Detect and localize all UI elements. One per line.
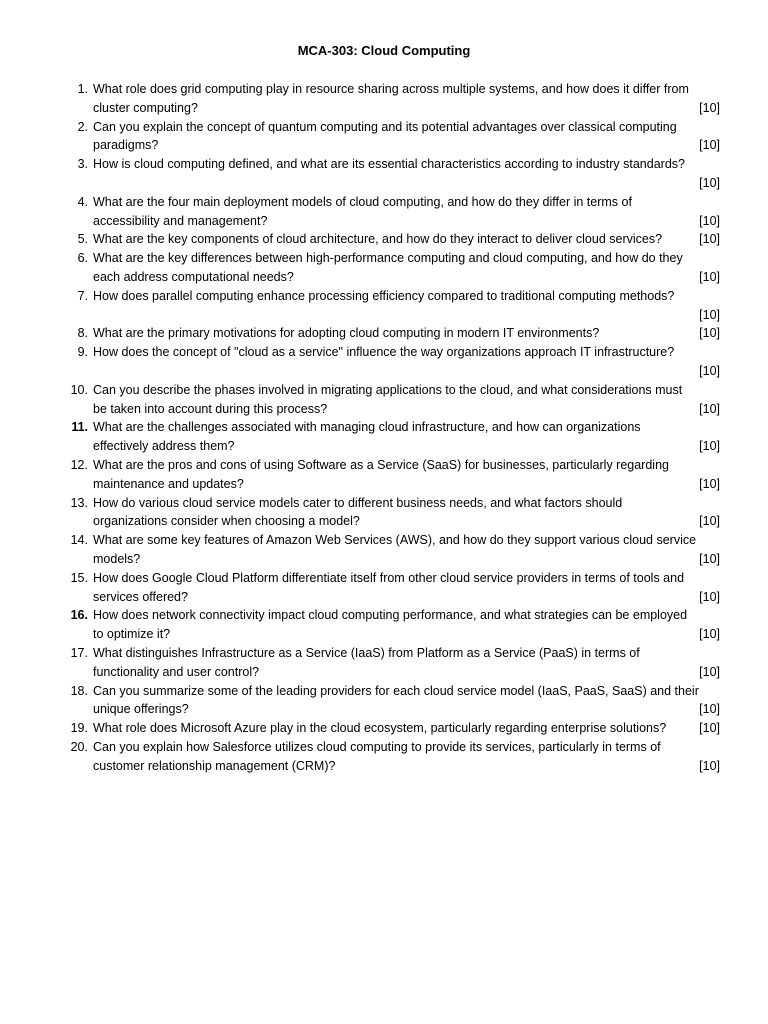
question-text-line: What role does Microsoft Azure play in the cloud ecosystem, particularly regarding enterprise solutions? (93, 721, 667, 736)
question-marks: [10] (699, 269, 720, 284)
question-text-line: services offered? (93, 589, 188, 604)
question-body (93, 381, 720, 419)
question-number: 13. (70, 495, 88, 510)
question-text-line: Can you explain how Salesforce utilizes cloud computing to provide its services, particularly in terms of (93, 739, 661, 754)
question-text-line: How does the concept of "cloud as a service" influence the way organizations approach IT infrastructure? (93, 345, 675, 360)
question-marks: [10] (699, 551, 720, 566)
question-text-line: Can you describe the phases involved in migrating applications to the cloud, and what considerations must (93, 382, 683, 397)
question-text-line: What role does grid computing play in resource sharing across multiple systems, and how does it differ from (93, 82, 689, 96)
question-body (93, 644, 720, 682)
question-item (64, 118, 720, 156)
question-text-line: Can you explain the concept of quantum computing and its potential advantages over classical computing (93, 119, 677, 134)
question-item (64, 381, 720, 419)
question-marks: [10] (699, 363, 720, 378)
question-item (64, 324, 720, 343)
question-body (93, 193, 720, 231)
question-number: 5. (77, 232, 88, 247)
question-number: 11. (71, 420, 88, 435)
question-marks: [10] (699, 326, 720, 341)
question-text-line: How does Google Cloud Platform differentiate itself from other cloud service providers in terms of tools and (93, 570, 685, 585)
question-body (93, 287, 720, 325)
question-text-line: maintenance and updates? (93, 476, 244, 491)
question-text-line: paradigms? (93, 138, 159, 153)
question-item (64, 719, 720, 738)
question-item (64, 456, 720, 494)
question-text-line: functionality and user control? (93, 664, 260, 679)
question-number: 20. (70, 739, 88, 754)
question-text-line: each address computational needs? (93, 269, 294, 284)
question-text-line: What are the pros and cons of using Software as a Service (SaaS) for businesses, particularly regarding (93, 457, 669, 472)
question-text-line: What are the key differences between high-performance computing and cloud computing, and how do they (93, 251, 683, 266)
question-text-line: models? (93, 551, 141, 566)
question-text-line: What are the primary motivations for adopting cloud computing in modern IT environments? (93, 326, 600, 341)
question-body (93, 118, 720, 156)
question-marks: [10] (699, 439, 720, 454)
question-marks: [10] (699, 627, 720, 642)
question-number: 10. (70, 382, 88, 397)
question-body (93, 456, 720, 494)
question-item (64, 738, 720, 776)
question-number: 2. (77, 119, 88, 134)
question-body (93, 418, 720, 456)
question-number: 3. (77, 157, 88, 172)
question-body (93, 738, 720, 776)
question-marks: [10] (699, 138, 720, 153)
question-text-line: How do various cloud service models cater to different business needs, and what factors should (93, 495, 623, 510)
question-number: 8. (77, 326, 88, 341)
question-text-line: organizations consider when choosing a model? (93, 514, 360, 529)
question-marks: [10] (699, 401, 720, 416)
question-body (93, 343, 720, 381)
question-item (64, 155, 720, 193)
question-item (64, 606, 720, 644)
question-text-line: How does parallel computing enhance processing efficiency compared to traditional computing methods? (93, 288, 675, 303)
question-body (93, 155, 720, 193)
question-number: 15. (70, 570, 88, 585)
question-item (64, 343, 720, 381)
question-number: 17. (70, 645, 88, 660)
question-item (64, 230, 720, 249)
question-number: 19. (70, 721, 88, 736)
question-marks: [10] (699, 664, 720, 679)
question-item (64, 494, 720, 532)
question-number: 9. (77, 345, 88, 360)
question-body (93, 682, 720, 720)
question-text-line: What are the four main deployment models of cloud computing, and how do they differ in terms of (93, 194, 632, 209)
question-number: 4. (77, 194, 88, 209)
question-text-line: accessibility and management? (93, 213, 268, 228)
question-text-line: What are the key components of cloud architecture, and how do they interact to deliver cloud services? (93, 232, 663, 247)
question-item (64, 531, 720, 569)
question-number: 7. (77, 288, 88, 303)
question-text-line: cluster computing? (93, 100, 198, 115)
question-body (93, 531, 720, 569)
question-body (93, 494, 720, 532)
question-text-line: How is cloud computing defined, and what are its essential characteristics according to industry standards? (93, 157, 685, 172)
question-body (93, 324, 720, 343)
question-text-line: effectively address them? (93, 439, 235, 454)
question-marks: [10] (699, 213, 720, 228)
question-number: 18. (70, 683, 88, 698)
question-list (64, 80, 720, 775)
question-marks: [10] (699, 514, 720, 529)
question-marks: [10] (699, 476, 720, 491)
question-number: 14. (70, 533, 88, 548)
question-item (64, 569, 720, 607)
question-number: 16. (70, 608, 88, 623)
question-item (64, 682, 720, 720)
question-marks: [10] (699, 758, 720, 773)
question-body (93, 606, 720, 644)
question-marks: [10] (699, 232, 720, 247)
question-marks: [10] (699, 589, 720, 604)
question-text-line: customer relationship management (CRM)? (93, 758, 336, 773)
question-text-line: What distinguishes Infrastructure as a Service (IaaS) from Platform as a Service (PaaS) in terms of (93, 645, 640, 660)
question-text-line: Can you summarize some of the leading providers for each cloud service model (IaaS, PaaS, SaaS) and their (93, 683, 699, 698)
question-item (64, 644, 720, 682)
question-text-line: to optimize it? (93, 627, 171, 642)
question-text-line: be taken into account during this process? (93, 401, 328, 416)
question-text-line: unique offerings? (93, 702, 189, 717)
question-marks: [10] (699, 307, 720, 322)
question-item (64, 80, 720, 118)
question-body (93, 249, 720, 287)
question-body (93, 569, 720, 607)
question-text-line: What are some key features of Amazon Web Services (AWS), and how do they support various cloud service (93, 533, 697, 548)
question-item (64, 418, 720, 456)
question-body (93, 719, 720, 738)
question-body (93, 80, 720, 118)
question-number: 12. (70, 457, 88, 472)
question-item (64, 287, 720, 325)
question-number: 1. (77, 82, 88, 96)
question-body (93, 230, 720, 249)
question-text-line: What are the challenges associated with managing cloud infrastructure, and how can organizations (93, 420, 641, 435)
question-marks: [10] (699, 100, 720, 115)
question-item (64, 249, 720, 287)
question-item (64, 193, 720, 231)
question-marks: [10] (699, 702, 720, 717)
paper-title: MCA-303: Cloud Computing (297, 43, 471, 58)
question-number: 6. (77, 251, 88, 266)
question-text-line: How does network connectivity impact cloud computing performance, and what strategies can be employed (93, 608, 688, 623)
question-marks: [10] (699, 175, 720, 190)
question-marks: [10] (699, 721, 720, 736)
